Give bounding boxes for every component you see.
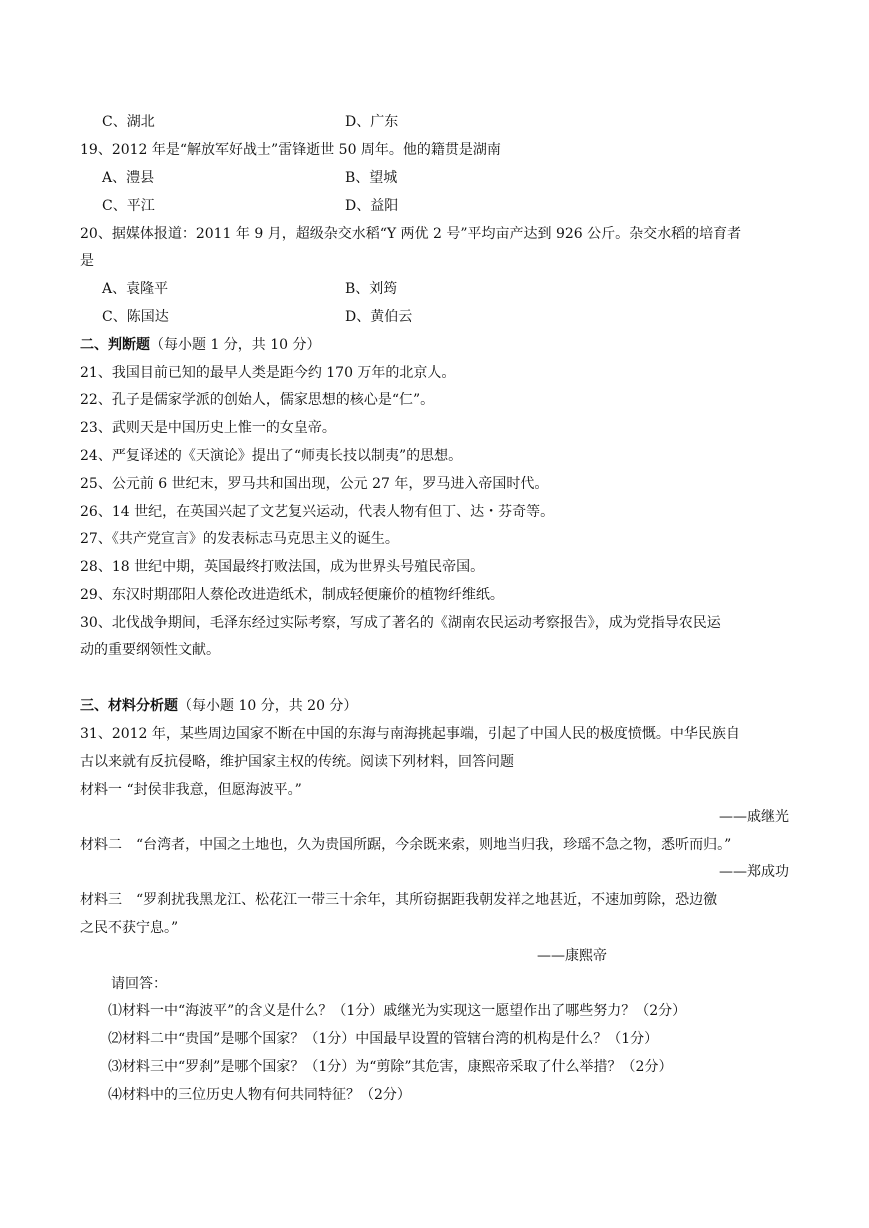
judgment-item: 24、严复译述的《天演论》提出了“师夷长技以制夷”的思想。 xyxy=(80,448,463,464)
q30-line1: 30、北伐战争期间，毛泽东经过实际考察，写成了著名的《湖南农民运动考察报告》，成为党指导农民运 xyxy=(80,615,721,631)
section3-title: 三、材料分析题 xyxy=(80,698,178,714)
material-one-author: ——戚继光 xyxy=(719,809,789,825)
material-three-line1: 材料三 “罗刹扰我黑龙江、松花江一带三十余年，其所窃据距我朝发祥之地甚近，不速加剪除，恐边徼 xyxy=(80,892,718,908)
q20-option-a: A、袁隆平 xyxy=(102,281,169,297)
material-two: 材料二 “台湾者，中国之土地也，久为贵国所踞，今余既来索，则地当归我，珍瑶不急之物，悉听而归。” xyxy=(80,837,732,853)
material-one: 材料一 “封侯非我意，但愿海波平。” xyxy=(80,782,302,798)
judgment-item: 28、18 世纪中期，英国最终打败法国，成为世界头号殖民帝国。 xyxy=(80,559,485,575)
q19-stem: 19、2012 年是“解放军好战士”雷锋逝世 50 周年。他的籍贯是湖南 xyxy=(80,142,501,158)
q19-option-d: D、益阳 xyxy=(345,198,399,214)
material-three-line2: 之民不获宁息。” xyxy=(80,920,179,936)
q31-intro-line2: 古以来就有反抗侵略，维护国家主权的传统。阅读下列材料，回答问题 xyxy=(80,754,514,770)
sub-question: ⑴材料一中“海波平”的含义是什么？（1分）戚继光为实现这一愿望作出了哪些努力？（2分） xyxy=(108,1003,687,1019)
q18-option-c: C、湖北 xyxy=(102,114,155,130)
judgment-item: 26、14 世纪，在英国兴起了文艺复兴运动，代表人物有但丁、达・芬奇等。 xyxy=(80,504,555,520)
judgment-item: 25、公元前 6 世纪末，罗马共和国出现，公元 27 年，罗马进入帝国时代。 xyxy=(80,476,549,492)
sub-question: ⑷材料中的三位历史人物有何共同特征？（2分） xyxy=(108,1087,411,1103)
q20-stem-line2: 是 xyxy=(80,253,94,269)
q19-option-b: B、望城 xyxy=(345,170,398,186)
judgment-item: 23、武则天是中国历史上惟一的女皇帝。 xyxy=(80,420,336,436)
q19-option-c: C、平江 xyxy=(102,198,155,214)
section3-heading xyxy=(80,696,357,716)
judgment-item: 21、我国目前已知的最早人类是距今约 170 万年的北京人。 xyxy=(80,365,456,381)
q20-option-b: B、刘筠 xyxy=(345,281,398,297)
answer-prompt: 请回答： xyxy=(111,976,167,992)
q20-stem-line1: 20、据媒体报道：2011 年 9 月，超级杂交水稻“Y 两优 2 号”平均亩产达到 926 公斤。杂交水稻的培育者 xyxy=(80,226,742,242)
q30-line2: 动的重要纲领性文献。 xyxy=(80,642,220,658)
q18-option-d: D、广东 xyxy=(345,114,399,130)
q19-option-a: A、澧县 xyxy=(102,170,155,186)
section2-note: （每小题 1 分，共 10 分） xyxy=(150,337,321,353)
q31-intro-line1: 31、2012 年，某些周边国家不断在中国的东海与南海挑起事端，引起了中国人民的极度愤慨。中华民族自 xyxy=(80,726,740,742)
q20-option-c: C、陈国达 xyxy=(102,309,169,325)
judgment-item: 27、《共产党宣言》的发表标志马克思主义的诞生。 xyxy=(80,531,399,547)
section2-title: 二、判断题 xyxy=(80,337,150,353)
judgment-item: 22、孔子是儒家学派的创始人，儒家思想的核心是“仁”。 xyxy=(80,392,435,408)
material-two-author: ——郑成功 xyxy=(719,864,789,880)
sub-question: ⑵材料二中“贵国”是哪个国家？（1分）中国最早设置的管辖台湾的机构是什么？（1分） xyxy=(108,1031,659,1047)
judgment-item: 29、东汉时期邵阳人蔡伦改进造纸术，制成轻便廉价的植物纤维纸。 xyxy=(80,587,504,603)
material-three-author: ——康熙帝 xyxy=(537,948,607,964)
section2-heading xyxy=(80,335,321,355)
q20-option-d: D、黄伯云 xyxy=(345,309,413,325)
sub-question: ⑶材料三中“罗刹”是哪个国家？（1分）为“剪除”其危害，康熙帝采取了什么举措？（2分） xyxy=(108,1059,673,1075)
section3-note: （每小题 10 分，共 20 分） xyxy=(178,698,358,714)
